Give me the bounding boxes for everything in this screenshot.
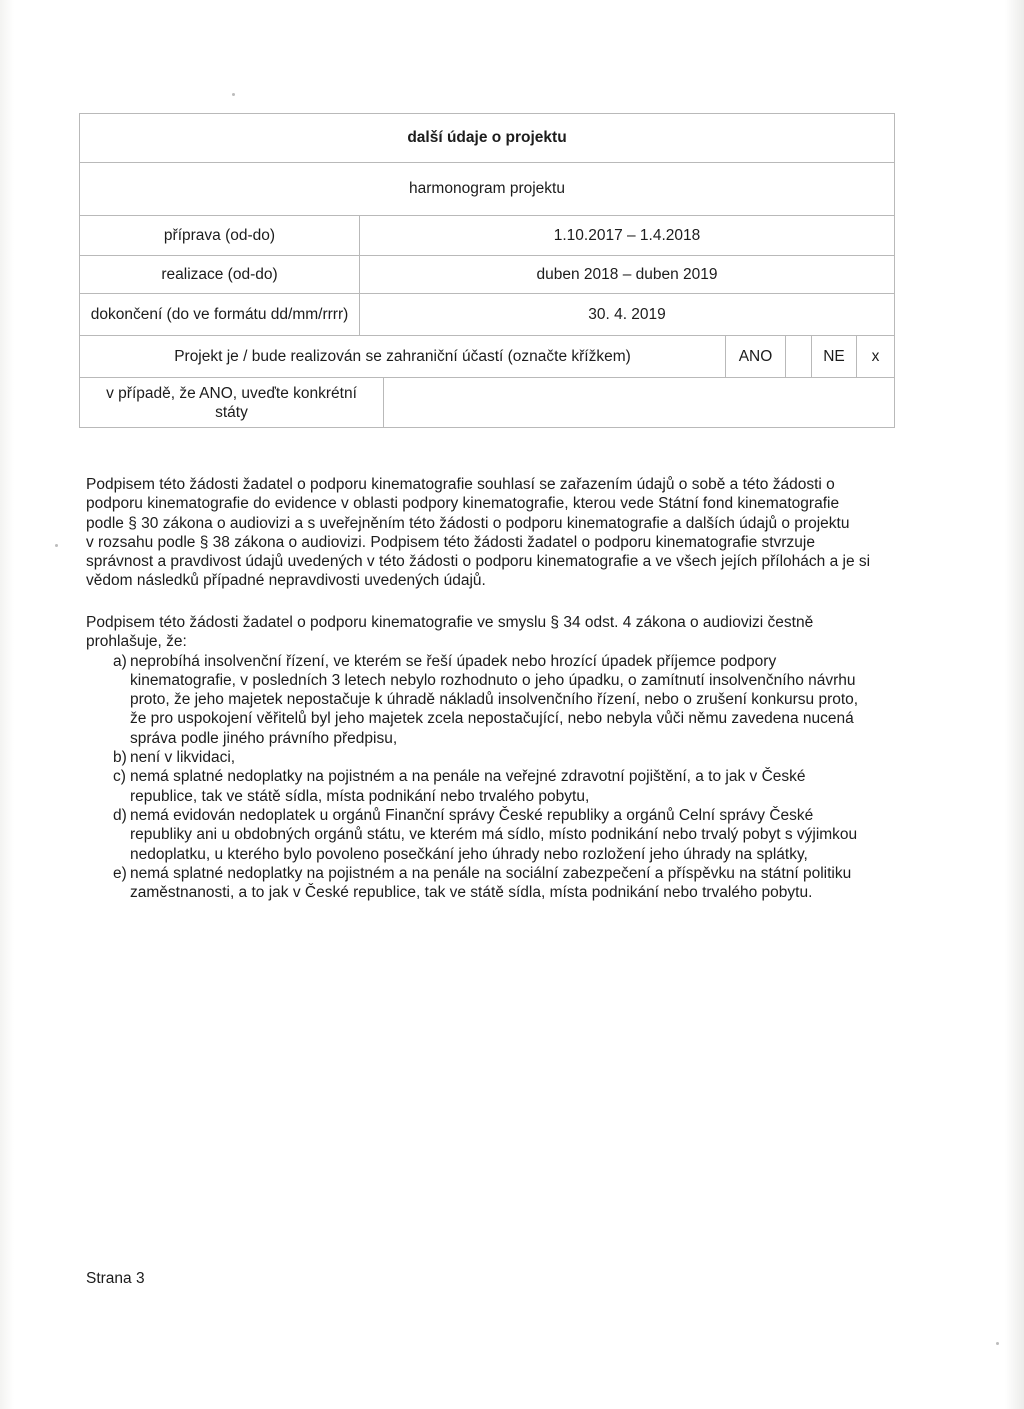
row-label: dokončení (do ve formátu dd/mm/rrrr): [80, 294, 360, 336]
consent-line: správnost a pravdivost údajů uvedených v této žádosti o podporu kinematografie a ve všech jejích přílohách a je si: [86, 553, 871, 571]
list-marker: d): [113, 806, 127, 824]
list-marker: b): [113, 749, 127, 767]
list-item: [86, 806, 896, 864]
list-marker: c): [113, 768, 126, 786]
list-item-line: proto, že jeho majetek nepostačuje k úhradě nákladů insolvenčního řízení, nebo o zrušení konkursu proto,: [130, 691, 859, 709]
states-label-line2: státy: [215, 403, 248, 421]
consent-paragraph: [86, 475, 896, 591]
table-row-dokonceni: [80, 294, 895, 336]
page-number: Strana 3: [86, 1270, 145, 1287]
consent-line: podle § 30 zákona o audiovizi a s uveřejněním této žádosti o podporu kinematografie a dalších údajů o projektu: [86, 514, 850, 532]
table-subtitle: harmonogram projektu: [80, 163, 895, 216]
consent-line: vědom následků případné nepravdivosti uvedených údajů.: [86, 572, 486, 590]
row-value: duben 2018 – duben 2019: [360, 256, 895, 294]
table-title: další údaje o projektu: [80, 114, 895, 163]
scan-speck: [232, 93, 235, 96]
declaration-section: [86, 613, 896, 902]
table-row-realizace: [80, 256, 895, 294]
consent-line: Podpisem této žádosti žadatel o podporu kinematografie souhlasí se zařazením údajů o sobě a této žádosti o: [86, 476, 835, 493]
states-label: [80, 378, 384, 428]
states-label-line1: v případě, že ANO, uveďte konkrétní: [106, 384, 357, 402]
list-item-line: že pro uspokojení věřitelů byl jeho majetek zcela nepostačující, nebo nebyla vůči němu zavedena nucená: [130, 710, 854, 728]
list-item-line: neprobíhá insolvenční řízení, ve kterém se řeší úpadek nebo hrozící úpadek příjemce podpory: [130, 652, 777, 670]
list-item: [86, 748, 896, 767]
ne-label: NE: [812, 336, 857, 378]
list-item-line: nemá evidován nedoplatek u orgánů Finanční správy České republiky a orgánů Celní správy České: [130, 806, 814, 824]
list-item-line: nemá splatné nedoplatky na pojistném a na penále na veřejné zdravotní pojištění, a to jak v České: [130, 768, 806, 786]
list-item-line: nemá splatné nedoplatky na pojistném a na penále na sociální zabezpečení a příspěvku na státní politiku: [130, 864, 852, 882]
table-row-states: [80, 378, 895, 428]
ano-label: ANO: [726, 336, 786, 378]
list-item-line: republiky ani u obdobných orgánů státu, ve kterém má sídlo, místo podnikání nebo trvalý pobyt s výjimkou: [130, 826, 858, 844]
list-item-line: správa podle jiného právního předpisu,: [130, 729, 398, 747]
list-marker: a): [113, 652, 127, 670]
list-item-line: kinematografie, v posledních 3 letech nebylo rozhodnuto o jeho úpadku, o zamítnutí insolvenčního návrhu: [130, 671, 856, 689]
table-row-priprava: [80, 216, 895, 256]
row-label: realizace (od-do): [80, 256, 360, 294]
list-marker: e): [113, 864, 127, 882]
row-label: příprava (od-do): [80, 216, 360, 256]
ano-checkbox: [786, 336, 812, 378]
row-value: 30. 4. 2019: [360, 294, 895, 336]
list-item: [86, 864, 896, 903]
declaration-intro-line: Podpisem této žádosti žadatel o podporu kinematografie ve smyslu § 34 odst. 4 zákona o audiovizi čestně: [86, 614, 814, 631]
foreign-question: Projekt je / bude realizován se zahraniční účastí (označte křížkem): [80, 336, 726, 378]
project-details-table: [79, 113, 895, 428]
scan-speck: [996, 1342, 999, 1345]
consent-line: podporu kinematografie do evidence v oblasti podpory kinematografie, kterou vede Státní fond kinematografie: [86, 495, 840, 513]
row-value: 1.10.2017 – 1.4.2018: [360, 216, 895, 256]
ne-checkbox: x: [857, 336, 895, 378]
declaration-intro-line: prohlašuje, že:: [86, 633, 187, 651]
scan-speck: [55, 544, 58, 547]
list-item-line: zaměstnanosti, a to jak v České republice, tak ve státě sídla, místa podnikání nebo trvalého pobytu.: [130, 884, 813, 902]
consent-line: v rozsahu podle § 38 zákona o audiovizi. Podpisem této žádosti žadatel o podporu kinematografie stvrzuje: [86, 533, 815, 551]
list-item: [86, 767, 896, 806]
declaration-list: [86, 652, 896, 903]
list-item: [86, 652, 896, 748]
states-value: [384, 378, 895, 428]
list-item-line: není v likvidaci,: [130, 749, 236, 767]
table-row-foreign-participation: [80, 336, 895, 378]
list-item-line: republice, tak ve státě sídla, místa podnikání nebo trvalého pobytu,: [130, 787, 590, 805]
list-item-line: nedoplatku, u kterého bylo povoleno posečkání jeho úhrady nebo rozložení jeho úhrady na splátky,: [130, 845, 808, 863]
